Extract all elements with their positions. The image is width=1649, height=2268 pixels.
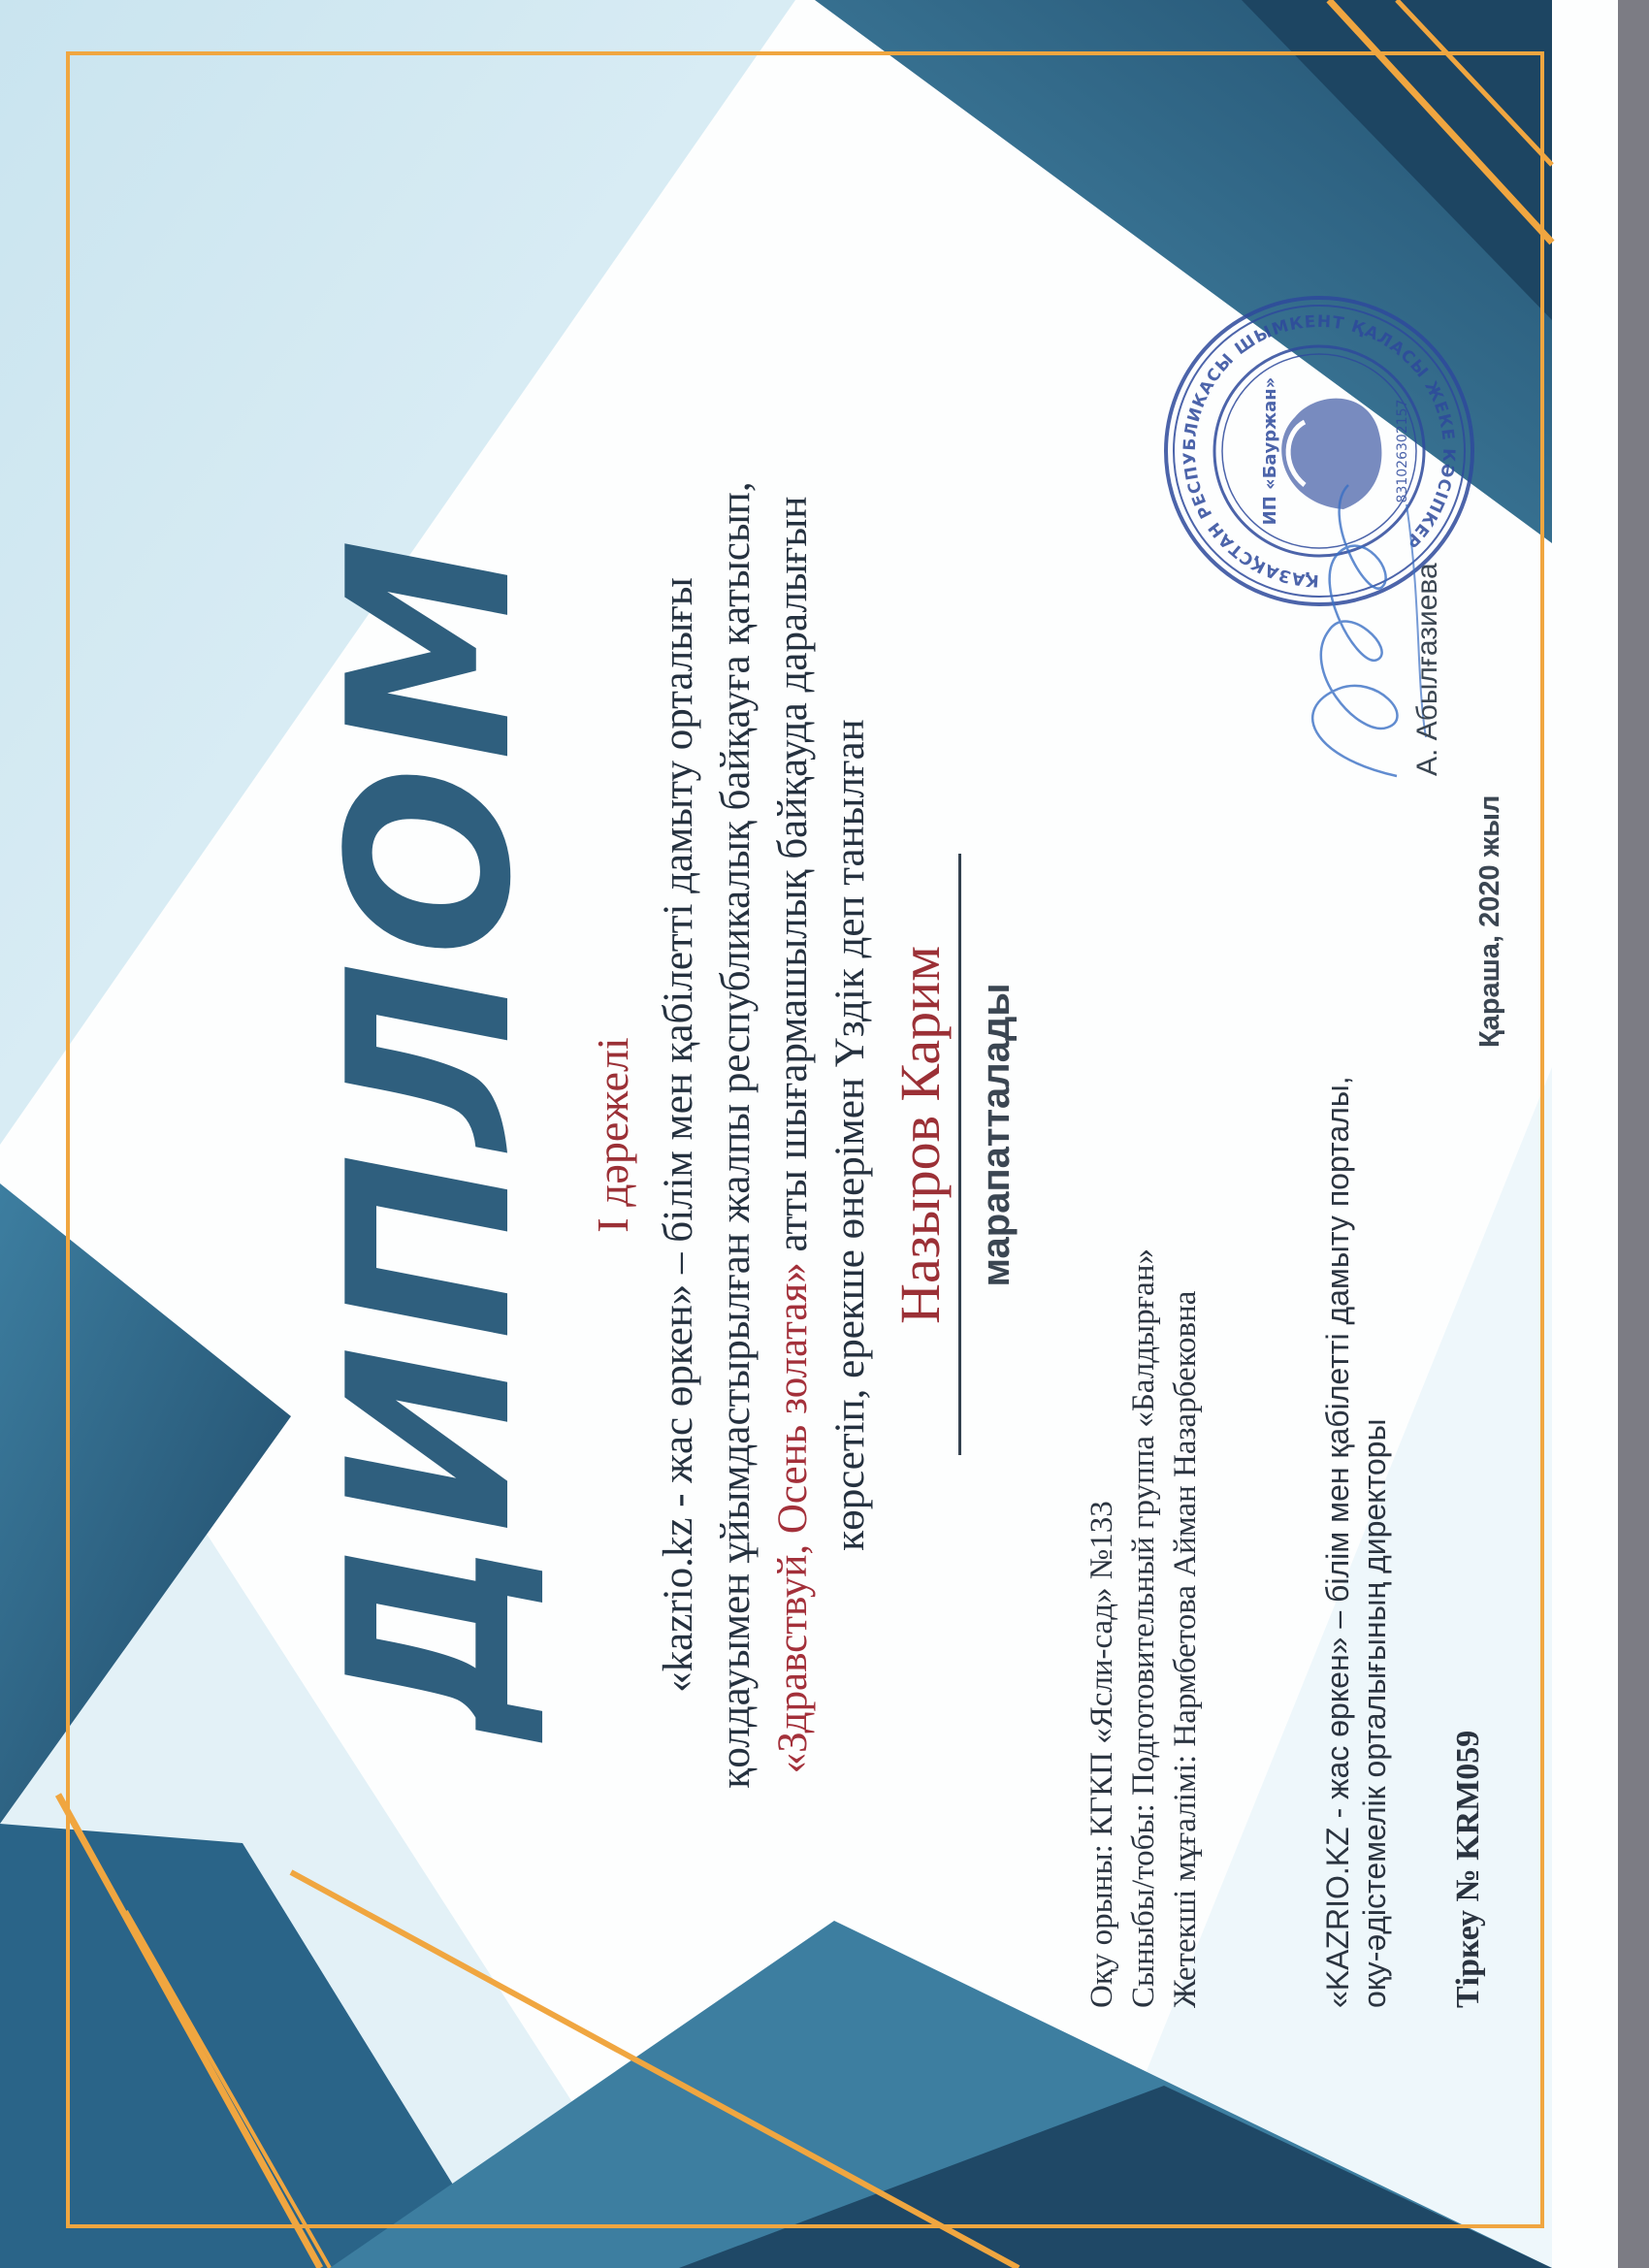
- scan-edge: [1618, 0, 1649, 2268]
- body-line-3-rest: атты шығармашылық байқауда даралығын: [770, 496, 816, 1263]
- director-line-1: «KAZRIO.KZ - жас өркен» – білім мен қабілетті дамыту порталы,: [1320, 1076, 1355, 2008]
- participant-info: [1082, 1248, 1207, 2008]
- registration-number: Тіркеу № KRM059: [1450, 1730, 1486, 2008]
- director-line-2: оқу-әдістемелік орталығының директоры: [1357, 1418, 1392, 2008]
- seal-center-text: ИП «Бауржан»: [1260, 376, 1280, 526]
- body-line-2: қолдауымен ұйымдастырылған жалпы республикалық байқауға қатысып,: [713, 481, 759, 1789]
- diploma-body: [650, 165, 879, 2105]
- teacher-line: Жетекші мұғалімі: Нармбетова Айман Назарбековна: [1168, 1290, 1203, 2008]
- awarded-text: марапатталады: [975, 983, 1018, 1287]
- winner-name: Назыров Карим: [889, 946, 952, 1324]
- seal-number: 831026302157: [1395, 399, 1410, 503]
- body-line-4: көрсетіп, ерекше өнерімен Үздік деп танылған: [827, 719, 873, 1551]
- diploma-content: [97, 49, 1571, 2221]
- diploma-title: ДИПЛОМ: [302, 533, 561, 1737]
- director-title: [1319, 1076, 1393, 2008]
- contest-name: «Здравствуй, Осень золатая»: [770, 1262, 816, 1774]
- signer-name: А. Абылғазиева: [1411, 563, 1443, 776]
- school-line: Оқу орыны: КГКП «Ясли-сад» №133: [1084, 1501, 1119, 2008]
- seal-outer-text: ҚАЗАҚСТАН РЕСПУБЛИКАСЫ ШЫМКЕНТ ҚАЛАСЫ ЖЕКЕ КӘСІПКЕР: [1180, 311, 1459, 591]
- body-line-1: «kazrio.kz - жас өркен» – білім мен қабілетті дамыту орталығы: [656, 577, 701, 1693]
- winner-underline: [958, 854, 961, 1455]
- body-line-3: [764, 165, 822, 2105]
- degree-label: I дәрежелі: [588, 1037, 637, 1233]
- issue-date: Қараша, 2020 жыл: [1474, 794, 1505, 1048]
- signature: [1251, 466, 1504, 795]
- group-line: Сыныбы/тобы: Подготовительный группа «Балдырған»: [1126, 1248, 1161, 2008]
